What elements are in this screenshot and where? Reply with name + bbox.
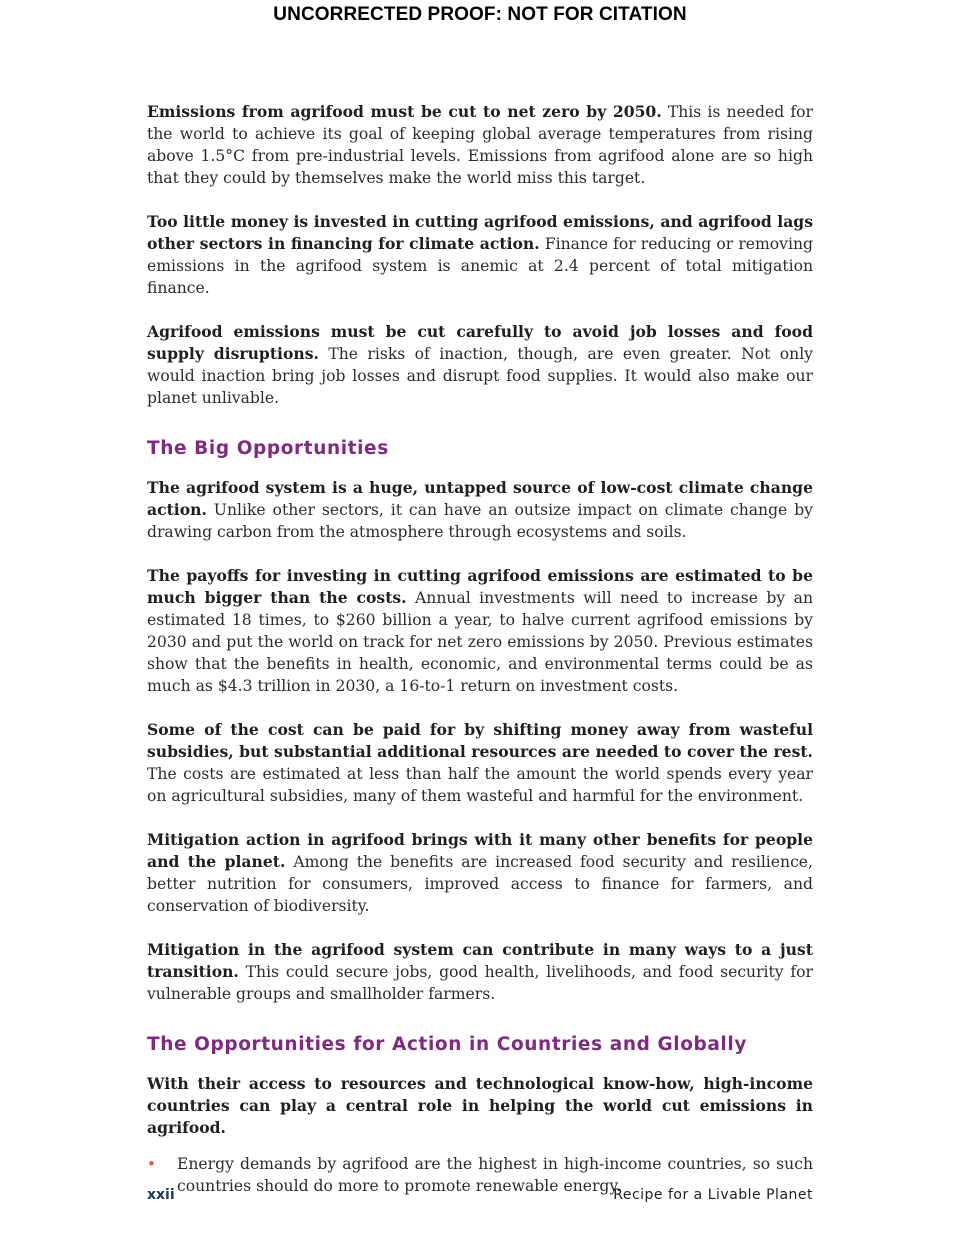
- paragraph-high-income-intro: [147, 1073, 813, 1139]
- paragraph-text: This could secure jobs, good health, livelihoods, and food security for vulnerable groups and smallholder farmers.: [147, 963, 813, 1003]
- paragraph-lead: The agrifood system is a huge, untapped source of low-cost climate change action.: [147, 478, 813, 519]
- paragraph-net-zero: [147, 101, 813, 189]
- page-number: xxii: [147, 1187, 175, 1203]
- paragraph-text: The risks of inaction, though, are even greater. Not only would inaction bring job losses and disrupt food supplies. It would also make our planet unlivable.: [147, 345, 813, 407]
- paragraph-lead: With their access to resources and technological know-how, high-income countries can play a central role in helping the world cut emissions in agrifood.: [147, 1074, 813, 1137]
- section-heading-opportunities-for-action: The Opportunities for Action in Countries and Globally: [147, 1034, 747, 1055]
- document-body: [147, 101, 813, 1197]
- paragraph-just-transition: [147, 939, 813, 1005]
- bullet-icon: •: [147, 1155, 156, 1173]
- paragraph-text: Annual investments will need to increase by an estimated 18 times, to $260 billion a year, to halve current agrifood emissions by 2030 and put the world on track for net zero emissions by 2050. Previous estimates show that the benefits in health, economic, and environmental terms could be as much as $4.3 trillion in 2030, a 16-to-1 return on investment costs.: [147, 589, 813, 695]
- paragraph-financing: [147, 211, 813, 299]
- book-title: Recipe for a Livable Planet: [613, 1187, 813, 1203]
- paragraph-lead: Some of the cost can be paid for by shifting money away from wasteful subsidies, but substantial additional resources are needed to cover the rest.: [147, 720, 813, 761]
- paragraph-subsidies: [147, 719, 813, 807]
- paragraph-lead: Agrifood emissions must be cut carefully to avoid job losses and food supply disruptions.: [147, 322, 813, 363]
- paragraph-lead: Mitigation action in agrifood brings with it many other benefits for people and the planet.: [147, 830, 813, 871]
- paragraph-lead: Mitigation in the agrifood system can contribute in many ways to a just transition.: [147, 940, 813, 981]
- paragraph-text: Among the benefits are increased food security and resilience, better nutrition for consumers, improved access to finance for farmers, and conservation of biodiversity.: [147, 853, 813, 915]
- paragraph-text: Finance for reducing or removing emissions in the agrifood system is anemic at 2.4 percent of total mitigation finance.: [147, 235, 813, 297]
- paragraph-lead: Emissions from agrifood must be cut to net zero by 2050.: [147, 102, 662, 121]
- paragraph-text: Unlike other sectors, it can have an outsize impact on climate change by drawing carbon from the atmosphere through ecosystems and soils.: [147, 501, 813, 541]
- paragraph-job-losses: [147, 321, 813, 409]
- paragraph-payoffs: [147, 565, 813, 697]
- paragraph-untapped-source: [147, 477, 813, 543]
- paragraph-lead: The payoffs for investing in cutting agrifood emissions are estimated to be much bigger than the costs.: [147, 566, 813, 607]
- paragraph-other-benefits: [147, 829, 813, 917]
- paragraph-lead: Too little money is invested in cutting agrifood emissions, and agrifood lags other sectors in financing for climate action.: [147, 212, 813, 253]
- paragraph-text: This is needed for the world to achieve its goal of keeping global average temperatures from rising above 1.5°C from pre-industrial levels. Emissions from agrifood alone are so high that they could by themselves make the world miss this target.: [147, 103, 813, 187]
- paragraph-text: The costs are estimated at less than half the amount the world spends every year on agricultural subsidies, many of them wasteful and harmful for the environment.: [147, 765, 813, 805]
- list-item-text: Energy demands by agrifood are the highest in high-income countries, so such countries should do more to promote renewable energy.: [177, 1155, 813, 1195]
- proof-watermark: UNCORRECTED PROOF: NOT FOR CITATION: [273, 4, 687, 25]
- section-heading-big-opportunities: The Big Opportunities: [147, 438, 389, 459]
- page-footer: [147, 1187, 813, 1203]
